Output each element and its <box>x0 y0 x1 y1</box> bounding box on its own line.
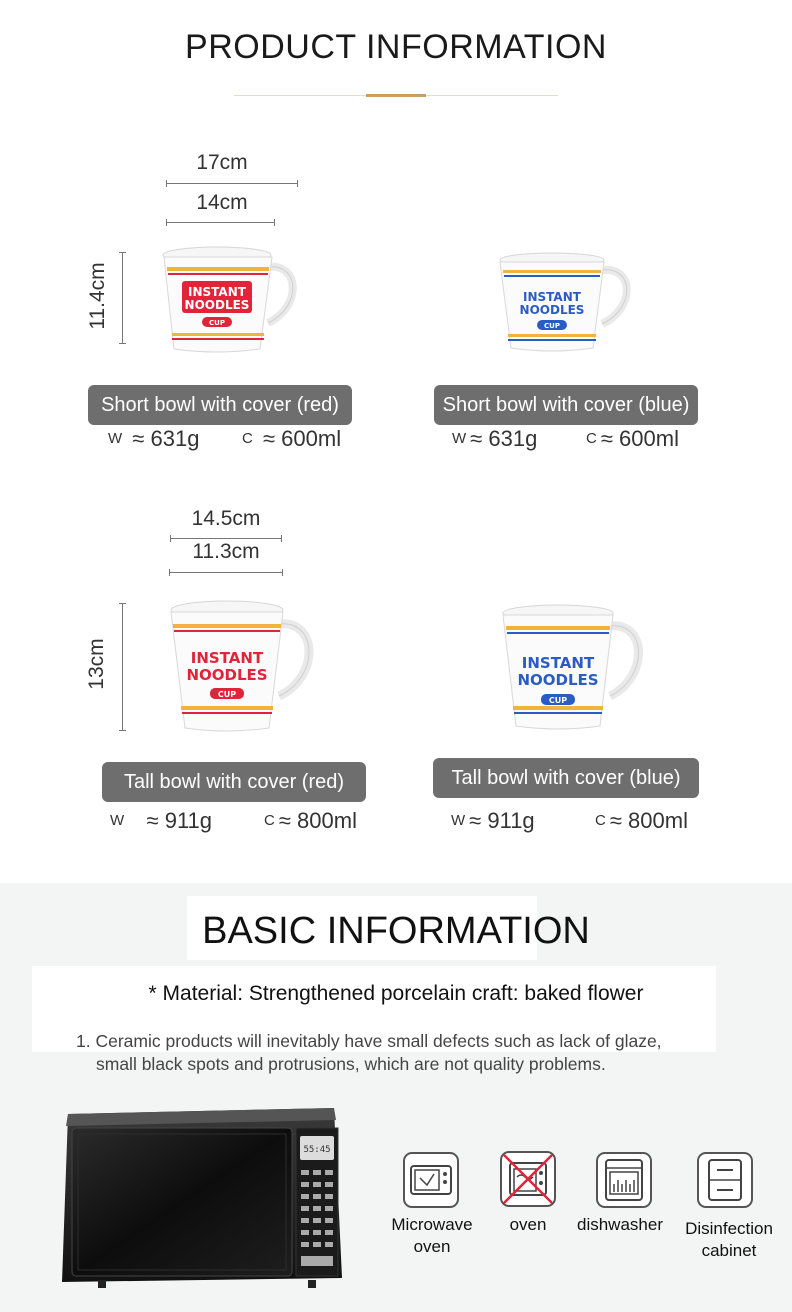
short-blue-label: Short bowl with cover (blue) <box>434 385 698 425</box>
tall-red-weight: W ≈ 911g <box>110 808 213 833</box>
tall-blue-capacity: C ≈ 800ml <box>595 808 688 833</box>
quality-note <box>76 1030 736 1076</box>
quality-note-line-2: small black spots and protrusions, which are not quality problems. <box>96 1054 606 1074</box>
short-blue-bowl <box>496 250 638 356</box>
tall-red-print-1: INSTANT <box>190 649 264 667</box>
tall-inner-width-line <box>169 572 283 573</box>
disinfection-cabinet-icon <box>697 1152 753 1208</box>
short-blue-print-3: CUP <box>544 322 560 330</box>
disinfection-cabinet-label: Disinfection cabinet <box>685 1219 773 1260</box>
microwave-oven-image <box>58 1106 344 1290</box>
title-accent <box>366 94 426 97</box>
tall-red-print-2: NOODLES <box>186 666 268 684</box>
short-inner-width-line <box>166 222 275 223</box>
short-blue-capacity: C ≈ 600ml <box>586 426 679 451</box>
oven-label: oven <box>509 1215 547 1234</box>
tall-outer-width-line <box>170 538 282 539</box>
short-red-label: Short bowl with cover (red) <box>88 385 352 425</box>
tall-outer-width-label: 14.5cm <box>191 507 261 530</box>
tall-inner-width-label: 11.3cm <box>192 540 260 563</box>
dishwasher-label: dishwasher <box>577 1215 663 1234</box>
tall-blue-print-2: NOODLES <box>517 671 599 689</box>
short-red-bowl <box>160 245 302 357</box>
short-blue-weight: W ≈ 631g <box>452 426 538 451</box>
oven-crossed-icon <box>500 1151 556 1207</box>
quality-note-line-1: 1. Ceramic products will inevitably have small defects such as lack of glaze, <box>76 1031 662 1051</box>
tall-height-label: 13cm <box>85 638 108 690</box>
microwave-icon <box>403 1152 459 1208</box>
short-red-print-2: NOODLES <box>184 298 250 312</box>
short-outer-width-line <box>166 183 298 184</box>
short-inner-width-label: 14cm <box>196 191 248 214</box>
product-info-title: PRODUCT INFORMATION <box>185 28 607 66</box>
short-blue-print-1: INSTANT <box>523 290 581 304</box>
tall-height-line <box>122 603 123 731</box>
basic-info-title: BASIC INFORMATION <box>202 910 590 952</box>
tall-red-print-3: CUP <box>217 690 237 699</box>
short-red-print-3: CUP <box>209 319 225 327</box>
tall-red-label: Tall bowl with cover (red) <box>102 762 366 802</box>
tall-blue-bowl <box>498 602 650 736</box>
tall-blue-label: Tall bowl with cover (blue) <box>433 758 699 798</box>
microwave-label: Microwave oven <box>391 1215 473 1256</box>
short-red-print-1: INSTANT <box>188 285 246 299</box>
tall-red-capacity: C ≈ 800ml <box>264 808 357 833</box>
short-blue-print-2: NOODLES <box>519 303 585 317</box>
material-text: * Material: Strengthened porcelain craft: baked flower <box>148 982 644 1005</box>
dishwasher-icon <box>596 1152 652 1208</box>
short-height-line <box>122 252 123 344</box>
short-height-label: 11.4cm <box>86 262 109 330</box>
tall-red-bowl <box>165 598 321 738</box>
short-outer-width-label: 17cm <box>196 151 248 174</box>
tall-blue-print-1: INSTANT <box>521 654 595 672</box>
tall-blue-print-3: CUP <box>548 696 568 705</box>
oven-display-readout: 55:45 <box>303 1145 331 1155</box>
short-red-capacity: C ≈ 600ml <box>242 426 342 451</box>
short-red-weight: W ≈ 631g <box>108 426 200 451</box>
tall-blue-weight: W ≈ 911g <box>451 808 535 833</box>
